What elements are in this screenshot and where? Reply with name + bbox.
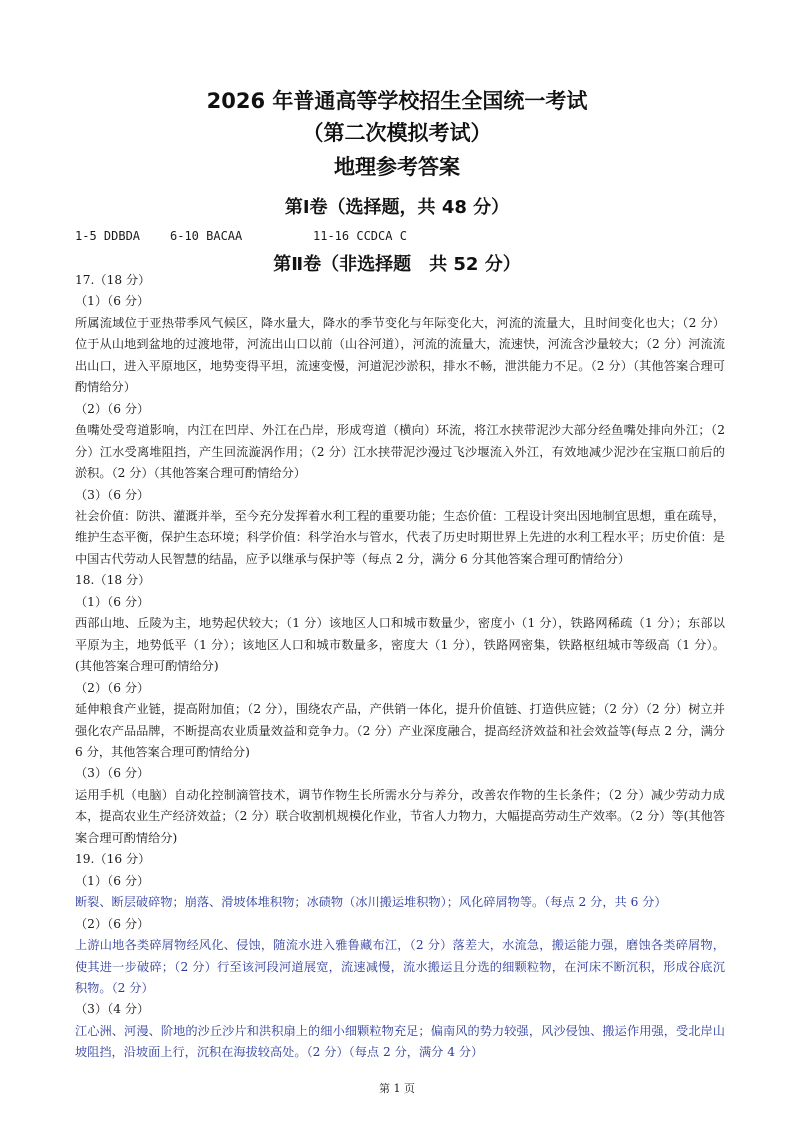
q17-heading: 17.（18 分） bbox=[75, 273, 151, 287]
q18-heading: 18.（18 分） bbox=[75, 573, 151, 588]
q17-1-heading: （1）（6 分） bbox=[75, 294, 150, 309]
choice-answers-6-10: 6-10 BACAA bbox=[170, 229, 243, 243]
choice-answers-11-16: 11-16 CCDCA C bbox=[313, 229, 407, 243]
q17-2-heading: （2）（6 分） bbox=[75, 401, 150, 416]
q19-1-answer: 断裂、断层破碎物；崩落、滑坡体堆积物；冰碛物（冰川搬运堆积物）；风化碎屑物等。（每点 2 分，共 6 分） bbox=[75, 895, 667, 910]
q17-3-heading: （3）（6 分） bbox=[75, 487, 150, 502]
q19-heading: 19.（16 分） bbox=[75, 852, 151, 867]
answer-body bbox=[75, 270, 725, 1064]
answer-key-title: 地理参考答案 bbox=[334, 155, 460, 179]
q19-2-heading: （2）（6 分） bbox=[75, 916, 150, 931]
q18-2-answer: 延伸粮食产业链，提高附加值；（2 分），围绕农产品，产供销一体化，提升价值链、打造供应链；（2 分）（2 分）树立并强化农产品品牌，不断提高农业质量效益和竞争力。（2 分）产业深度融合，提高经济效益和社会效益等(每点 2 分，满分 6 分，其他答案合理可酌情给分) bbox=[75, 702, 725, 759]
q19-3-heading: （3）（4 分） bbox=[75, 1002, 150, 1017]
q18-1-answer: 西部山地、丘陵为主，地势起伏较大；（1 分）该地区人口和城市数量少，密度小（1 分），铁路网稀疏（1 分）；东部以平原为主，地势低平（1 分）；该地区人口和城市数量多，密度大（1 分），铁路网密集，铁路枢纽城市等级高（1 分）。(其他答案合理可酌情给分) bbox=[75, 616, 725, 674]
exam-title: 2026 年普通高等学校招生全国统一考试 bbox=[206, 89, 588, 113]
page-number: 第 1 页 bbox=[379, 1082, 415, 1095]
exam-subtitle: （第二次模拟考试） bbox=[302, 121, 492, 145]
q17-3-answer: 社会价值：防洪、灌溉并举，至今充分发挥着水利工程的重要功能；生态价值：工程设计突出因地制宜思想，重在疏导，维护生态平衡，保护生态环境；科学价值：科学治水与管水，代表了历史时期世界上先进的水利工程水平；历史价值：是中国古代劳动人民智慧的结晶，应予以继承与保护等（每点 2 分，满分 6 分其他答案合理可酌情给分） bbox=[75, 508, 725, 566]
q18-2-heading: （2）（6 分） bbox=[75, 680, 150, 695]
q19-1-heading: （1）（6 分） bbox=[75, 873, 150, 888]
q17-2-answer: 鱼嘴处受弯道影响，内江在凹岸、外江在凸岸，形成弯道（横向）环流，将江水挟带泥沙大部分经鱼嘴处排向外江；（2 分）江水受离堆阻挡，产生回流漩涡作用；（2 分）江水挟带泥沙漫过飞沙堰流入外江，有效地减少泥沙在宝瓶口前后的淤积。（2 分）（其他答案合理可酌情给分） bbox=[75, 423, 725, 481]
q18-3-answer: 运用手机（电脑）自动化控制滴管技术，调节作物生长所需水分与养分，改善农作物的生长条件；（2 分）减少劳动力成本，提高农业生产经济效益；（2 分）联合收割机规模化作业，节省人力物力，大幅提高劳动生产效率。（2 分）等(其他答案合理可酌情给分) bbox=[75, 787, 725, 845]
q19-2-answer: 上游山地各类碎屑物经风化、侵蚀，随流水进入雅鲁藏布江，（2 分）落差大，水流急，搬运能力强，磨蚀各类碎屑物，使其进一步破碎；（2 分）行至该河段河道展宽，流速减慢，流水搬运且分选的细颗粒物，在河床不断沉积，形成谷底沉积物。（2 分） bbox=[75, 938, 725, 995]
q18-1-heading: （1）（6 分） bbox=[75, 594, 150, 609]
choice-answers-1-5: 1-5 DDBDA bbox=[75, 229, 141, 243]
section-2-heading: 第Ⅱ卷（非选择题 共 52 分） bbox=[273, 254, 521, 275]
q19-3-answer: 江心洲、河漫、阶地的沙丘沙片和洪积扇上的细小细颗粒物充足；偏南风的势力较强，风沙侵蚀、搬运作用强，受北岸山坡阻挡，沿坡面上行，沉积在海拔较高处。（2 分）（每点 2 分，满分 4 分） bbox=[75, 1023, 725, 1060]
q17-1-answer: 所属流域位于亚热带季风气候区，降水量大，降水的季节变化与年际变化大，河流的流量大，且时间变化也大；（2 分）位于从山地到盆地的过渡地带，河流出山口以前（山谷河道），河流的流量大，流速快，河流含沙量较大；（2 分）河流流出山口，进入平原地区，地势变得平坦，流速变慢，河道泥沙淤积，排水不畅，泄洪能力不足。（2 分）（其他答案合理可酌情给分） bbox=[75, 315, 725, 395]
q18-3-heading: （3）（6 分） bbox=[75, 766, 150, 781]
section-1-heading: 第Ⅰ卷（选择题，共 48 分） bbox=[284, 197, 510, 218]
